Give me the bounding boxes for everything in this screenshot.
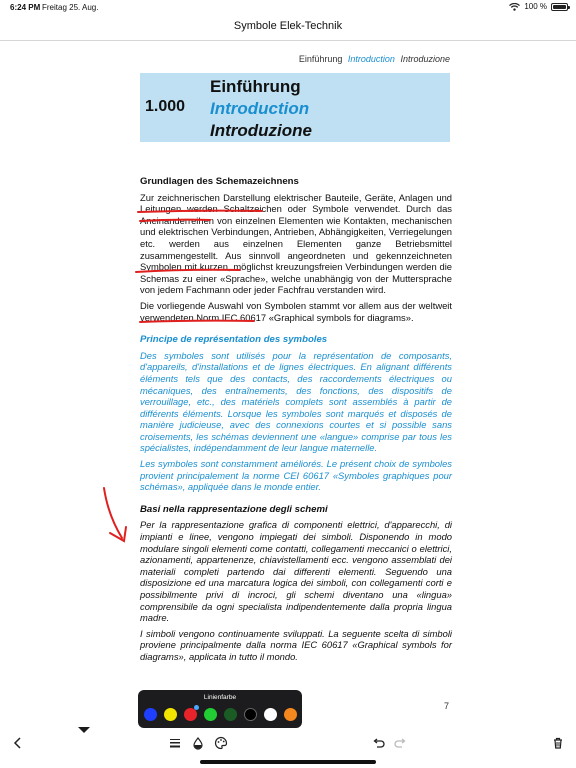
chapter-title-de: Einführung	[210, 77, 301, 96]
page-number: 7	[444, 701, 450, 711]
home-indicator	[200, 760, 376, 764]
selected-indicator	[194, 705, 199, 710]
wifi-icon	[509, 3, 520, 11]
lang-en: Introduction	[347, 54, 395, 64]
palette-icon[interactable]	[214, 736, 228, 750]
color-swatch[interactable]	[284, 708, 297, 721]
status-date: Freitag 25. Aug.	[42, 3, 99, 12]
popover-label: Linienfarbe	[203, 694, 237, 701]
trash-icon[interactable]	[551, 736, 565, 750]
annotation-arrow-shaft	[104, 488, 122, 538]
lang-de: Einführung	[298, 54, 343, 64]
redo-icon[interactable]	[394, 736, 408, 750]
color-swatch[interactable]	[244, 708, 257, 721]
status-time: 6:24 PM	[10, 3, 41, 12]
chevron-left-icon[interactable]	[11, 736, 25, 750]
ink-drop-icon[interactable]	[191, 736, 205, 750]
chapter-title-it: Introduzione	[210, 121, 312, 140]
color-swatch[interactable]	[184, 708, 197, 721]
undo-icon[interactable]	[371, 736, 385, 750]
nav-divider	[0, 40, 576, 41]
chapter-title-en: Introduction	[210, 99, 310, 118]
color-swatch[interactable]	[204, 708, 217, 721]
status-indicators	[509, 2, 568, 11]
chapter-number: 1.000	[145, 98, 186, 115]
section-heading-fr: Principe de représentation des symboles	[140, 334, 328, 346]
document-body	[140, 176, 452, 667]
lang-it: Introduzione	[400, 54, 450, 64]
section-heading-de: Grundlagen des Schemazeichnens	[140, 176, 299, 187]
color-swatch[interactable]	[164, 708, 177, 721]
line-color-popover	[138, 690, 302, 728]
paragraph-fr-2: Les symboles sont constamment améliorés. Le présent choix de symboles provient principalement la norme CEI 60617 «Symboles graphiques pour schémas», appliquée dans le monde entier.	[140, 458, 452, 493]
status-bar	[0, 0, 576, 14]
annotation-arrow-head	[110, 527, 126, 541]
line-width-icon[interactable]	[168, 736, 182, 750]
nav-title: Symbole Elek-Technik	[233, 20, 343, 32]
paragraph-de-1: Zur zeichnerischen Darstellung elektrischer Bauteile, Geräte, Anlagen und Leitungen werden Schaltzeichen oder Symbole verwendet. Durch das Aneinanderreihen von einzelnen Elementen wie Kontakten, mechanischen und elektrischen Verbindungen, Antrieben, Abhängigkeiten, Verriegelungen etc. werden aus einzelnen Elementen ganze Betriebsmittel zusammengestellt. Aus sinnvoll angeordneten und gekennzeichneten Symbolen mit kurzen, möglichst kreuzungsfreien Verbindungen werden die Schemas zu einer «Sprache», welche unabhängig von der Muttersprache von jedem Fachmann oder jeder Fachfrau verstanden wird.	[140, 191, 452, 296]
paragraph-de-2: Die vorliegende Auswahl von Symbolen stammt vor allem aus der weltweit verwendeten Norm IEC 60617 «Graphical symbols for diagrams».	[140, 299, 452, 323]
chapter-header	[140, 73, 450, 142]
paragraph-fr-1: Des symboles sont utilisés pour la représentation de composants, d'appareils, d'installations et de lignes électriques. En alignant différents éléments tels que des contacts, des raccordements électriques ou mécaniques, des entraînements, des fonctions, des dispositifs de verrouillage, etc., des matériels complets sont assemblés à partir de différents éléments. Lorsque les symboles sont marqués et disposés de manière judicieuse, avec des connexions courtes et si possible sans croisements, les schémas deviennent une «langue» comprise par tous les spécialistes, indépendamment de leur langue maternelle.	[140, 349, 452, 454]
paragraph-it-1: Per la rappresentazione grafica di componenti elettrici, d'apparecchi, di impianti e linee, vengono impiegati dei simboli. Disponendo in modo modulare singoli elementi come contatti, collegamenti meccanici o elettrici, azionamenti, appartenenze, chiavistellamenti ecc. vengono assemblati dei materiali completi partendo dai differenti elementi. Seguendo una disposizione ed una marcatura logica dei simboli, con collegamenti corti e possibilmente privi di incroci, gli schemi diventano una «lingua» comprensibile da ogni specialista indipendentemente dalla propria lingua madre.	[140, 519, 452, 624]
section-heading-it: Basi nella rappresentazione degli schemi	[140, 503, 328, 515]
color-swatch[interactable]	[144, 708, 157, 721]
color-swatch[interactable]	[264, 708, 277, 721]
battery-percent: 100 %	[524, 2, 547, 11]
color-swatch[interactable]	[224, 708, 237, 721]
chapter-titles	[210, 76, 312, 142]
language-header	[296, 54, 450, 64]
paragraph-it-2: I simboli vengono continuamente sviluppati. La seguente scelta di simboli proviene principalmente dalla norma IEC 60617 «Graphical symbols for diagrams», applicata in tutto il mondo.	[140, 627, 452, 662]
battery-icon	[551, 3, 568, 11]
bottom-toolbar	[0, 733, 576, 755]
